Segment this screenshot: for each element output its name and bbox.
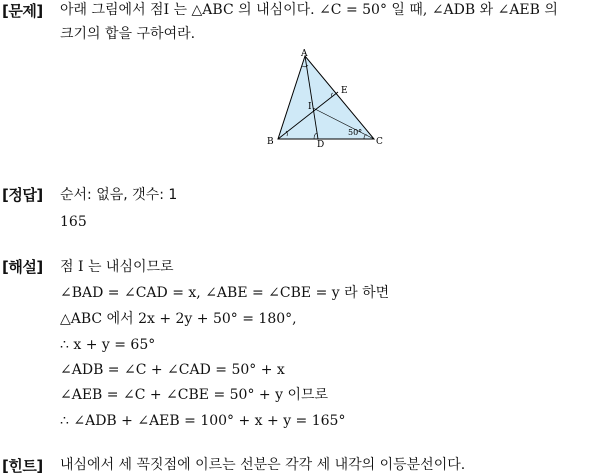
label-a: A <box>301 49 308 59</box>
problem-line-2: 크기의 합을 구하여라. <box>60 26 196 42</box>
label-b: B <box>267 137 274 147</box>
label-d: D <box>317 140 325 148</box>
triangle-figure <box>264 48 386 148</box>
hint-tag: [힌트] <box>2 457 43 475</box>
answer-line-1: 순서: 없음, 갯수: 1 <box>60 187 178 203</box>
solution-line-5: ∠ADB = ∠C + ∠CAD = 50° + x <box>60 362 285 378</box>
label-c: C <box>376 137 383 147</box>
problem-line-1: 아래 그림에서 점I 는 △ABC 의 내심이다. ∠C = 50° 일 때, ∠ADB 와 ∠AEB 의 <box>60 2 558 18</box>
solution-tag: [해설] <box>2 258 43 276</box>
answer-line-2: 165 <box>60 214 87 230</box>
label-i: I <box>308 102 312 112</box>
label-angle-c: 50° <box>348 128 363 137</box>
hint-line-1: 내심에서 세 꼭짓점에 이르는 선분은 각각 세 내각의 이등분선이다. <box>60 457 466 473</box>
solution-line-1: 점 I 는 내심이므로 <box>60 259 174 275</box>
answer-tag: [정답] <box>2 186 43 204</box>
solution-line-2: ∠BAD = ∠CAD = x, ∠ABE = ∠CBE = y 라 하면 <box>60 285 390 301</box>
triangle-abc <box>278 56 374 139</box>
problem-tag: [문제] <box>2 2 43 20</box>
solution-line-4: ∴ x + y = 65° <box>60 337 156 353</box>
solution-line-3: △ABC 에서 2x + 2y + 50° = 180°, <box>60 311 297 327</box>
solution-line-7: ∴ ∠ADB + ∠AEB = 100° + x + y = 165° <box>60 413 346 429</box>
label-e: E <box>341 86 348 96</box>
solution-line-6: ∠AEB = ∠C + ∠CBE = 50° + y 이므로 <box>60 387 329 403</box>
